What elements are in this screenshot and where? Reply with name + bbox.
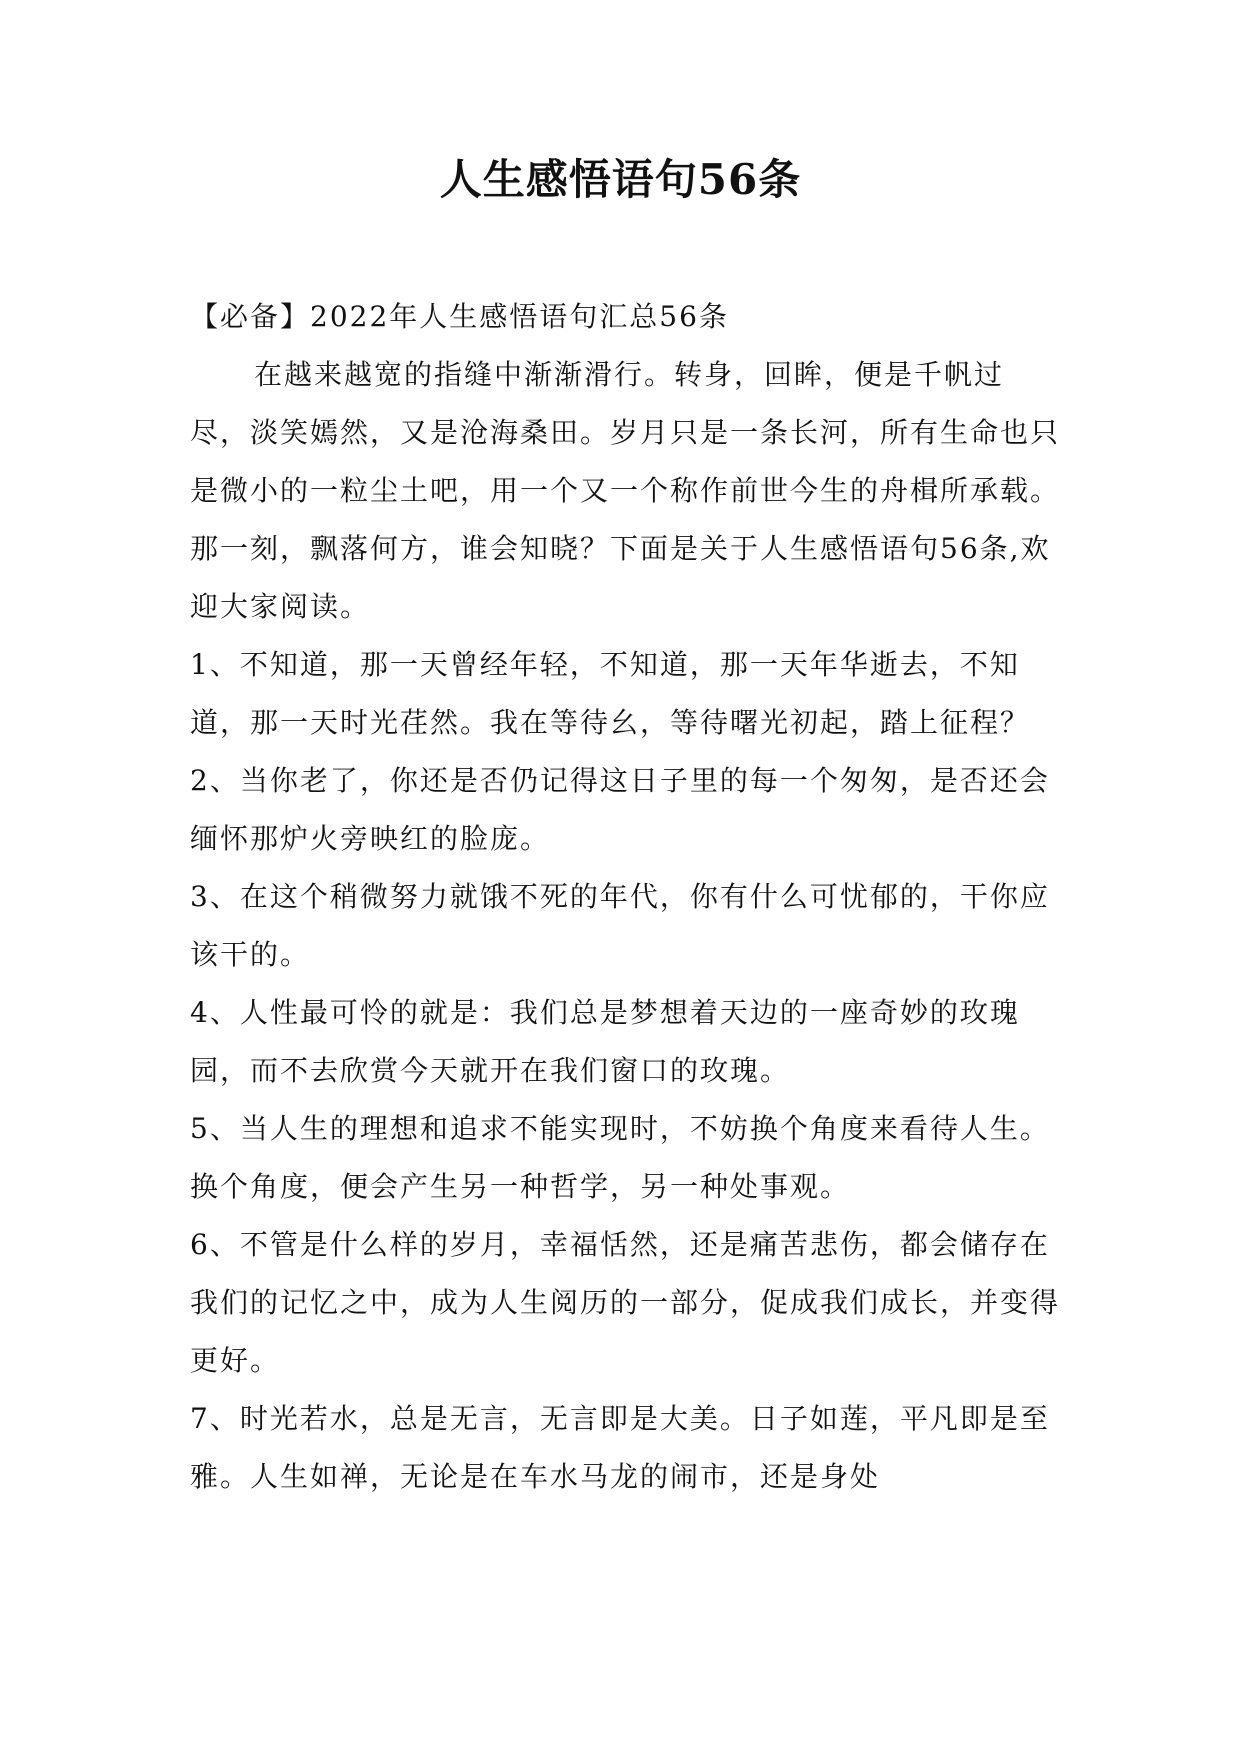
list-item: 5、当人生的理想和追求不能实现时，不妨换个角度来看待人生。换个角度，便会产生另一种哲学，另一种处事观。 [190, 1112, 1050, 1203]
list-item: 6、不管是什么样的岁月，幸福恬然，还是痛苦悲伤，都会储存在我们的记忆之中，成为人生阅历的一部分，促成我们成长，并变得更好。 [190, 1228, 1061, 1377]
intro-paragraph: 在越来越宽的指缝中渐渐滑行。转身，回眸，便是千帆过尽，淡笑嫣然，又是沧海桑田。岁月只是一条长河，所有生命也只是微小的一粒尘土吧，用一个又一个称作前世今生的舟楫所承载。那一刻，飘落何方，谁会知晓？下面是关于人生感悟语句56条,欢迎大家阅读。 [190, 358, 1061, 623]
list-item: 7、时光若水，总是无言，无言即是大美。日子如莲，平凡即是至雅。人生如禅，无论是在车水马龙的闹市，还是身处 [190, 1402, 1050, 1493]
document-body [190, 288, 1060, 1506]
list-item: 1、不知道，那一天曾经年轻，不知道，那一天年华逝去，不知道，那一天时光荏然。我在等待幺，等待曙光初起，踏上征程？ [190, 648, 1031, 739]
list-item: 4、人性最可怜的就是：我们总是梦想着天边的一座奇妙的玫瑰园，而不去欣赏今天就开在我们窗口的玫瑰。 [190, 996, 1020, 1087]
list-item: 2、当你老了，你还是否仍记得这日子里的每一个匆匆，是否还会缅怀那炉火旁映红的脸庞。 [190, 764, 1050, 855]
document-title: 人生感悟语句56条 [439, 155, 802, 204]
document-subtitle: 【必备】2022年人生感悟语句汇总56条 [190, 300, 729, 333]
list-item: 3、在这个稍微努力就饿不死的年代，你有什么可忧郁的，干你应该干的。 [190, 880, 1050, 971]
